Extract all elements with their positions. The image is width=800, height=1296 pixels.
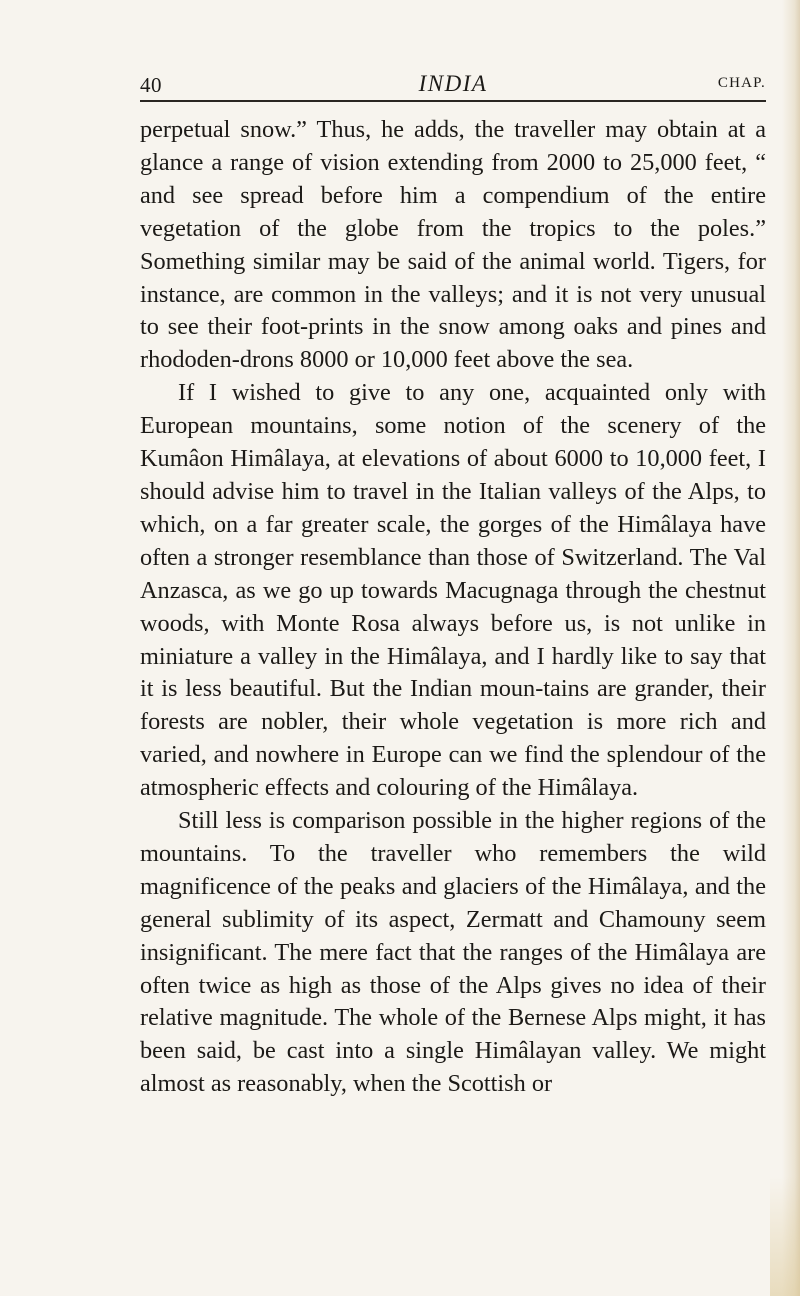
body-text <box>140 114 766 1101</box>
paragraph-continuation: perpetual snow.” Thus, he adds, the traveller may obtain at a glance a range of vision extending from 2000 to 25,000 feet, “ and see spread before him a compendium of the entire vegetation of the globe from the tropics to the poles.” Something similar may be said of the animal world. Tigers, for instance, are common in the valleys; and it is not very unusual to see their foot-prints in the snow among oaks and pines and rhododen-drons 8000 or 10,000 feet above the sea. <box>140 116 766 374</box>
page-number: 40 <box>140 73 162 97</box>
running-title: INDIA <box>418 71 488 96</box>
paragraph-kumaon-alps: If I wished to give to any one, acquainted only with European mountains, some notion of the scenery of the Kumâon Himâlaya, at elevations of about 6000 to 10,000 feet, I should advise him to travel in the Italian valleys of the Alps, to which, on a far greater scale, the gorges of the Himâlaya have often a stronger resemblance than those of Switzerland. The Val Anzasca, as we go up towards Macugnaga through the chestnut woods, with Monte Rosa always before us, is not unlike in miniature a valley in the Himâlaya, and I hardly like to say that it is less beautiful. But the Indian moun-tains are grander, their forests are nobler, their whole vegetation is more rich and varied, and nowhere in Europe can we find the splendour of the atmospheric effects and colouring of the Himâlaya. <box>140 379 766 802</box>
header-rule <box>140 100 766 102</box>
page-edge-shading <box>782 0 800 1296</box>
running-header <box>140 70 766 100</box>
chapter-label: CHAP. <box>717 75 766 91</box>
page-corner-stain <box>770 1176 800 1296</box>
paragraph-higher-regions: Still less is comparison possible in the higher regions of the mountains. To the traveller who remembers the wild magnificence of the peaks and glaciers of the Himâlaya, and the general sublimity of its aspect, Zermatt and Chamouny seem insignificant. The mere fact that the ranges of the Himâlaya are often twice as high as those of the Alps gives no idea of their relative magnitude. The whole of the Bernese Alps might, it has been said, be cast into a single Himâlayan valley. We might almost as reasonably, when the Scottish or <box>140 807 766 1098</box>
